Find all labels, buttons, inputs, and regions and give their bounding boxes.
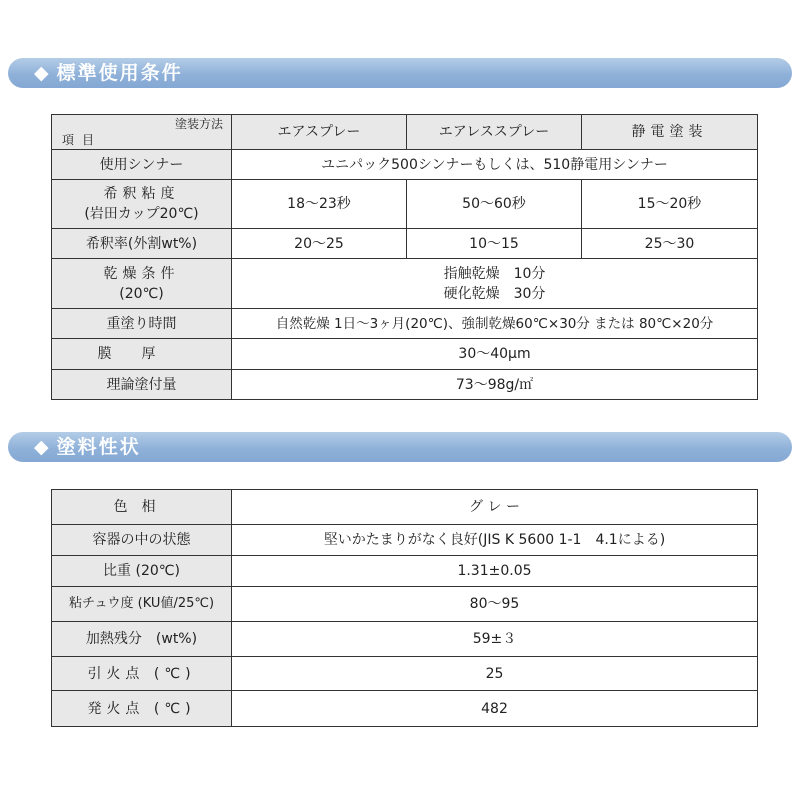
- standard-conditions-table: [51, 114, 758, 400]
- row-label-heating-residue: 加熱残分 (wt%): [52, 622, 232, 657]
- table-row: [52, 180, 758, 229]
- diamond-icon: ◆: [34, 62, 51, 84]
- method-header-air-spray: エアスプレー: [232, 115, 407, 150]
- row-label-film-thickness: 膜厚: [52, 339, 232, 370]
- row-label-recoat: 重塗り時間: [52, 309, 232, 339]
- table-header-row: [52, 115, 758, 150]
- table-row: [52, 490, 758, 525]
- table-row: [52, 556, 758, 587]
- section-title: 塗料性状: [56, 436, 141, 458]
- row-label-line: 乾燥条件: [103, 265, 180, 282]
- table-row: [52, 622, 758, 657]
- method-header-airless-spray: エアレススプレー: [407, 115, 582, 150]
- row-label-ignition-point: 発火点 (℃): [52, 691, 232, 727]
- row-label-line: (20℃): [119, 285, 164, 302]
- row-label-drying: [52, 259, 232, 309]
- table-row: [52, 229, 758, 259]
- row-value-heating-residue: 59±３: [232, 622, 758, 657]
- row-label-specific-gravity: 比重 (20℃): [52, 556, 232, 587]
- row-label-coverage: 理論塗付量: [52, 370, 232, 400]
- row-value-viscosity-air: 18〜23秒: [232, 180, 407, 229]
- row-value-viscosity-airless: 50〜60秒: [407, 180, 582, 229]
- paint-properties-table: [51, 489, 758, 727]
- row-label-dilution: 希釈率(外割wt%): [52, 229, 232, 259]
- table-row: [52, 525, 758, 556]
- row-value-specific-gravity: 1.31±0.05: [232, 556, 758, 587]
- row-value-coverage: 73〜98g/㎡: [232, 370, 758, 400]
- row-value-dilution-air: 20〜25: [232, 229, 407, 259]
- row-label-viscosity: [52, 180, 232, 229]
- table-row: [52, 587, 758, 622]
- row-label-viscosity-ku: 粘チュウ度 (KU値/25℃): [52, 587, 232, 622]
- row-value-drying: [232, 259, 758, 309]
- row-value-line: 指触乾燥 10分: [443, 265, 546, 282]
- row-label-hue: 色相: [52, 490, 232, 525]
- row-value-container-state: 堅いかたまりがなく良好(JIS K 5600 1-1 4.1による): [232, 525, 758, 556]
- row-value-film-thickness: 30〜40μm: [232, 339, 758, 370]
- method-header-electrostatic: 静電塗装: [582, 115, 758, 150]
- section-title: 標準使用条件: [56, 62, 183, 84]
- section-header-standard-conditions: [8, 58, 792, 88]
- corner-item-label: 項目: [62, 133, 103, 147]
- row-label-line: 希釈粘度: [103, 186, 180, 202]
- row-value-viscosity-ku: 80〜95: [232, 587, 758, 622]
- table-row: [52, 657, 758, 691]
- row-value-viscosity-electrostatic: 15〜20秒: [582, 180, 758, 229]
- table-row: [52, 339, 758, 370]
- corner-method-label: 塗装方法: [174, 117, 223, 131]
- table-row: [52, 259, 758, 309]
- row-label-container-state: 容器の中の状態: [52, 525, 232, 556]
- row-value-dilution-airless: 10〜15: [407, 229, 582, 259]
- table-row: [52, 370, 758, 400]
- table-row: [52, 691, 758, 727]
- corner-header-cell: [52, 115, 232, 150]
- table-row: [52, 309, 758, 339]
- row-label-line: (岩田カップ20℃): [84, 206, 199, 222]
- row-value-ignition-point: 482: [232, 691, 758, 727]
- section-header-paint-properties: [8, 432, 792, 462]
- row-value-dilution-electrostatic: 25〜30: [582, 229, 758, 259]
- row-label-thinner: 使用シンナー: [52, 150, 232, 180]
- table-row: [52, 150, 758, 180]
- row-value-line: 硬化乾燥 30分: [443, 285, 546, 302]
- row-value-recoat: 自然乾燥 1日〜3ヶ月(20℃)、強制乾燥60℃×30分 または 80℃×20分: [232, 309, 758, 339]
- row-label-flash-point: 引火点 (℃): [52, 657, 232, 691]
- row-value-thinner: ユニパック500シンナーもしくは、510静電用シンナー: [232, 150, 758, 180]
- row-value-hue: グ レ ー: [232, 490, 758, 525]
- diamond-icon: ◆: [34, 436, 51, 458]
- row-value-flash-point: 25: [232, 657, 758, 691]
